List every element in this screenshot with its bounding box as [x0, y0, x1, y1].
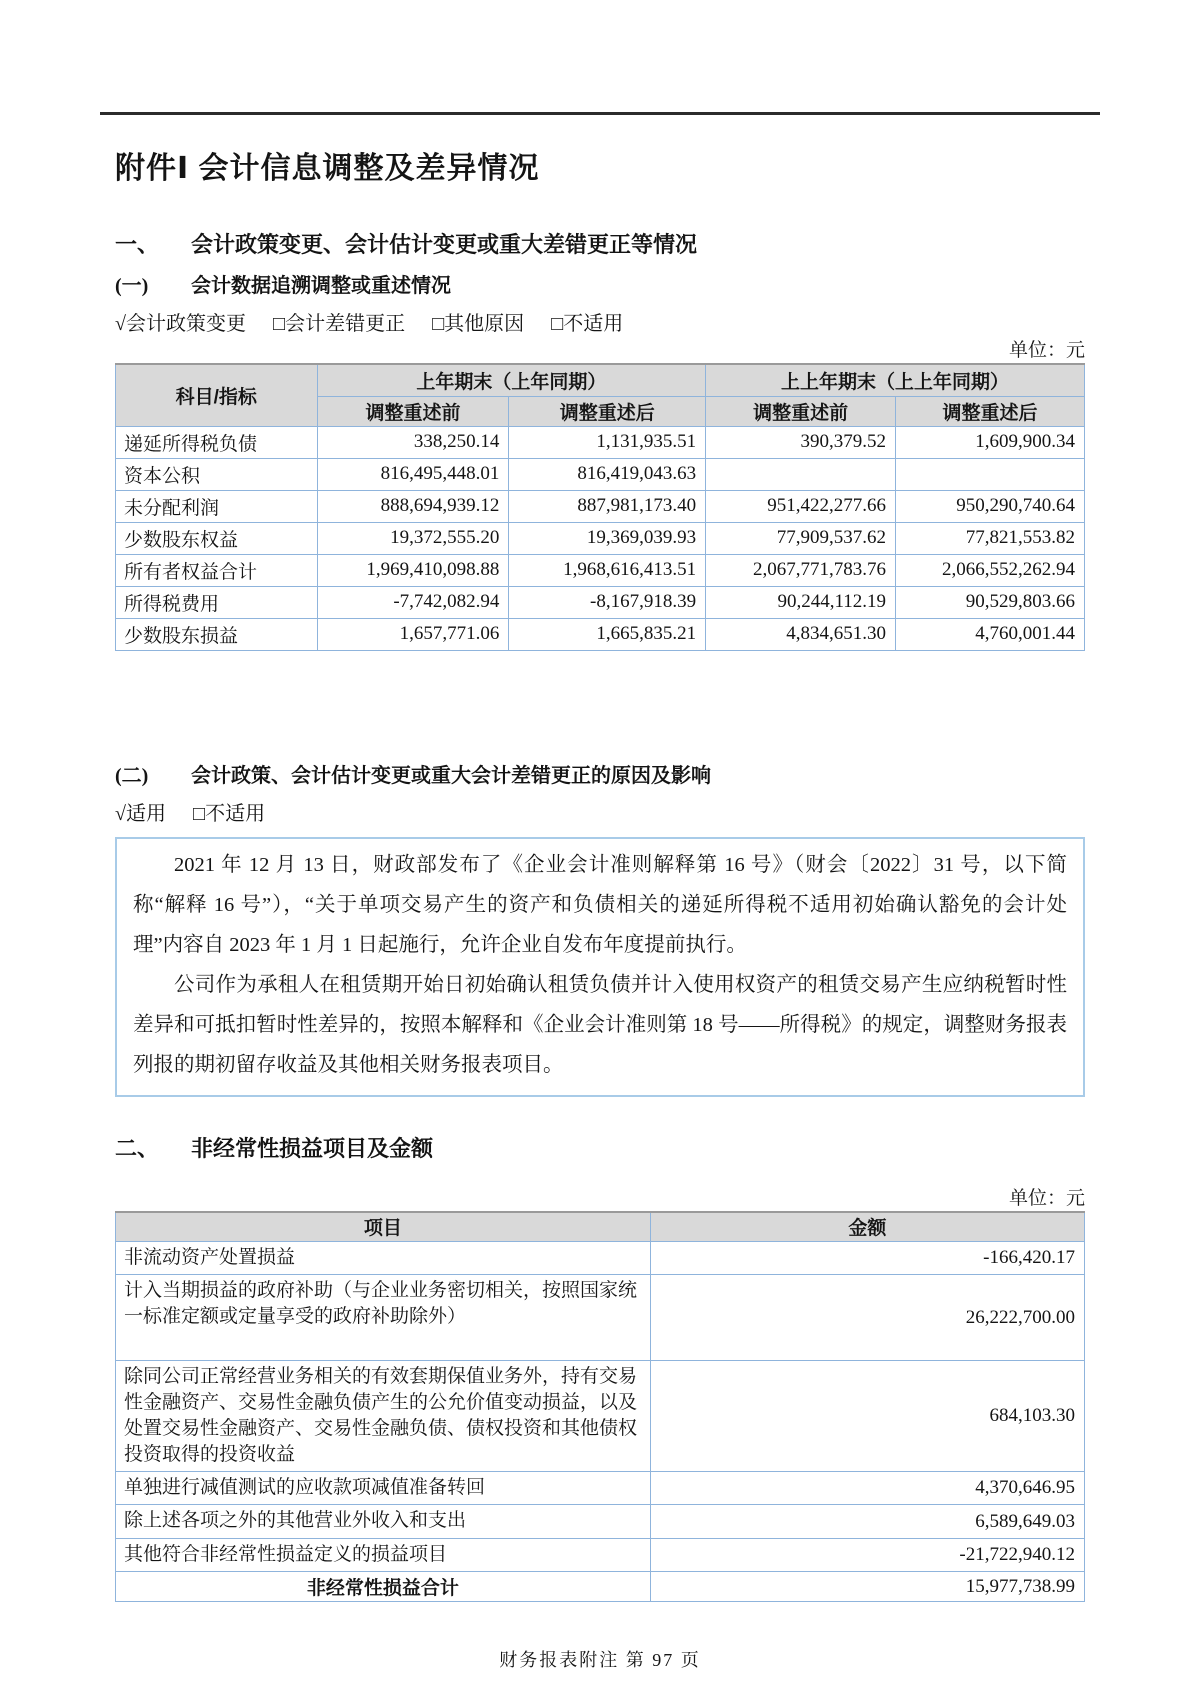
item-cell: 其他符合非经常性损益定义的损益项目	[116, 1539, 651, 1572]
item-cell: 计入当期损益的政府补助（与企业业务密切相关，按照国家统一标准定额或定量享受的政府补助除外）	[116, 1275, 651, 1361]
amount-cell: 338,250.14	[317, 426, 509, 458]
amount-cell: 1,969,410,098.88	[317, 554, 509, 586]
row-label: 少数股东权益	[116, 522, 318, 554]
amount-cell: 1,657,771.06	[317, 618, 509, 650]
corner-header: 科目/指标	[116, 364, 318, 426]
subheader-after-2: 调整重述后	[896, 396, 1085, 426]
amount-cell: 77,821,553.82	[896, 522, 1085, 554]
table-row	[116, 586, 1085, 618]
sub-two-number: (二)	[115, 764, 149, 787]
reason-text-box	[115, 837, 1085, 1097]
table-row	[116, 1242, 1085, 1275]
table-row	[116, 490, 1085, 522]
amount-cell: 816,495,448.01	[317, 458, 509, 490]
restatement-options	[115, 311, 1085, 337]
amount-cell: -166,420.17	[650, 1242, 1084, 1275]
table-header-row	[116, 364, 1085, 396]
amount-cell: 1,131,935.51	[509, 426, 706, 458]
amount-cell: 26,222,700.00	[650, 1275, 1084, 1361]
section-one-number: 一、	[115, 232, 160, 257]
row-label: 少数股东损益	[116, 618, 318, 650]
column-header-amount: 金额	[650, 1212, 1084, 1242]
table-row	[116, 1472, 1085, 1505]
amount-cell: 950,290,740.64	[896, 490, 1085, 522]
amount-cell: 1,968,616,413.51	[509, 554, 706, 586]
option-not-applicable: □不适用	[192, 802, 266, 825]
amount-cell: 1,609,900.34	[896, 426, 1085, 458]
amount-cell: 90,244,112.19	[706, 586, 896, 618]
unit-label: 单位：元	[1008, 340, 1085, 361]
page-footer: 财务报表附注 第 97 页	[499, 1650, 701, 1670]
amount-cell: -21,722,940.12	[650, 1539, 1084, 1572]
amount-cell: -7,742,082.94	[317, 586, 509, 618]
total-amount-cell: 15,977,738.99	[650, 1572, 1084, 1602]
table-row	[116, 554, 1085, 586]
column-header-item: 项目	[116, 1212, 651, 1242]
unit-label: 单位：元	[1008, 1187, 1085, 1209]
amount-cell: 77,909,537.62	[706, 522, 896, 554]
amount-cell: 887,981,173.40	[509, 490, 706, 522]
reason-paragraph: 2021 年 12 月 13 日，财政部发布了《企业会计准则解释第 16 号》（财会〔2022〕31 号，以下简称“解释 16 号”），“关于单项交易产生的资产和负债相关的递延所得税不适用初始确认豁免的会计处理”内容自 2023 年 1 月 1 日起施行，允许企业自发布年度提前执行。	[133, 853, 1067, 956]
section-two-title: 非经常性损益项目及金额	[191, 1135, 434, 1161]
option-applicable: √适用	[115, 802, 166, 825]
page-title: 附件Ⅰ 会计信息调整及差异情况	[115, 152, 540, 185]
adjustment-table	[115, 363, 1085, 651]
section-one-title: 会计政策变更、会计估计变更或重大差错更正等情况	[191, 232, 698, 257]
section-two-heading	[115, 1135, 1085, 1163]
section-one-heading	[115, 231, 1085, 259]
amount-cell: 4,370,646.95	[650, 1472, 1084, 1505]
table-row	[116, 1505, 1085, 1539]
amount-cell: -8,167,918.39	[509, 586, 706, 618]
item-cell: 单独进行减值测试的应收款项减值准备转回	[116, 1472, 651, 1505]
subheader-before-1: 调整重述前	[317, 396, 509, 426]
sub-two-heading	[115, 763, 1085, 789]
amount-cell: 4,760,001.44	[896, 618, 1085, 650]
amount-cell: 2,066,552,262.94	[896, 554, 1085, 586]
item-cell: 除上述各项之外的其他营业外收入和支出	[116, 1505, 651, 1539]
applicability-options	[115, 801, 1085, 827]
subheader-after-1: 调整重述后	[509, 396, 706, 426]
row-label: 未分配利润	[116, 490, 318, 522]
amount-cell	[896, 458, 1085, 490]
section-two-number: 二、	[115, 1135, 160, 1161]
sub-one-number: (一)	[115, 275, 149, 297]
amount-cell: 4,834,651.30	[706, 618, 896, 650]
option-error-correction: □会计差错更正	[272, 313, 406, 335]
table-row	[116, 426, 1085, 458]
row-label: 所得税费用	[116, 586, 318, 618]
table-row	[116, 618, 1085, 650]
table-header-row	[116, 1212, 1085, 1242]
row-label: 所有者权益合计	[116, 554, 318, 586]
table-row	[116, 522, 1085, 554]
amount-cell: 816,419,043.63	[509, 458, 706, 490]
amount-cell: 19,369,039.93	[509, 522, 706, 554]
subheader-before-2: 调整重述前	[706, 396, 896, 426]
amount-cell: 888,694,939.12	[317, 490, 509, 522]
reason-paragraph: 公司作为承租人在租赁期开始日初始确认租赁负债并计入使用权资产的租赁交易产生应纳税暂时性差异和可抵扣暂时性差异的，按照本解释和《企业会计准则第 18 号——所得税》的规定，调整财务报表列报的期初留存收益及其他相关财务报表项目。	[133, 973, 1067, 1076]
row-label: 资本公积	[116, 458, 318, 490]
amount-cell: 390,379.52	[706, 426, 896, 458]
group-header-prior-prior-year: 上上年期末（上上年同期）	[706, 364, 1085, 396]
amount-cell: 19,372,555.20	[317, 522, 509, 554]
top-divider	[100, 112, 1100, 115]
sub-two-title: 会计政策、会计估计变更或重大会计差错更正的原因及影响	[191, 764, 711, 787]
amount-cell: 6,589,649.03	[650, 1505, 1084, 1539]
total-label-cell: 非经常性损益合计	[116, 1572, 651, 1602]
table-row	[116, 1539, 1085, 1572]
option-policy-change: √会计政策变更	[115, 313, 246, 335]
amount-cell: 684,103.30	[650, 1361, 1084, 1472]
amount-cell: 90,529,803.66	[896, 586, 1085, 618]
row-label: 递延所得税负债	[116, 426, 318, 458]
amount-cell: 951,422,277.66	[706, 490, 896, 522]
table-row	[116, 1275, 1085, 1361]
sub-one-title: 会计数据追溯调整或重述情况	[191, 275, 451, 297]
total-row	[116, 1572, 1085, 1602]
group-header-prior-year: 上年期末（上年同期）	[317, 364, 706, 396]
option-not-applicable: □不适用	[551, 313, 624, 335]
nonrecurring-items-table	[115, 1211, 1085, 1603]
amount-cell: 1,665,835.21	[509, 618, 706, 650]
table-row	[116, 1361, 1085, 1472]
item-cell: 除同公司正常经营业务相关的有效套期保值业务外，持有交易性金融资产、交易性金融负债产生的公允价值变动损益，以及处置交易性金融资产、交易性金融负债、债权投资和其他债权投资取得的投资收益	[116, 1361, 651, 1472]
item-cell: 非流动资产处置损益	[116, 1242, 651, 1275]
option-other-reason: □其他原因	[432, 313, 525, 335]
amount-cell	[706, 458, 896, 490]
table-row	[116, 458, 1085, 490]
sub-one-heading	[115, 273, 1085, 299]
amount-cell: 2,067,771,783.76	[706, 554, 896, 586]
